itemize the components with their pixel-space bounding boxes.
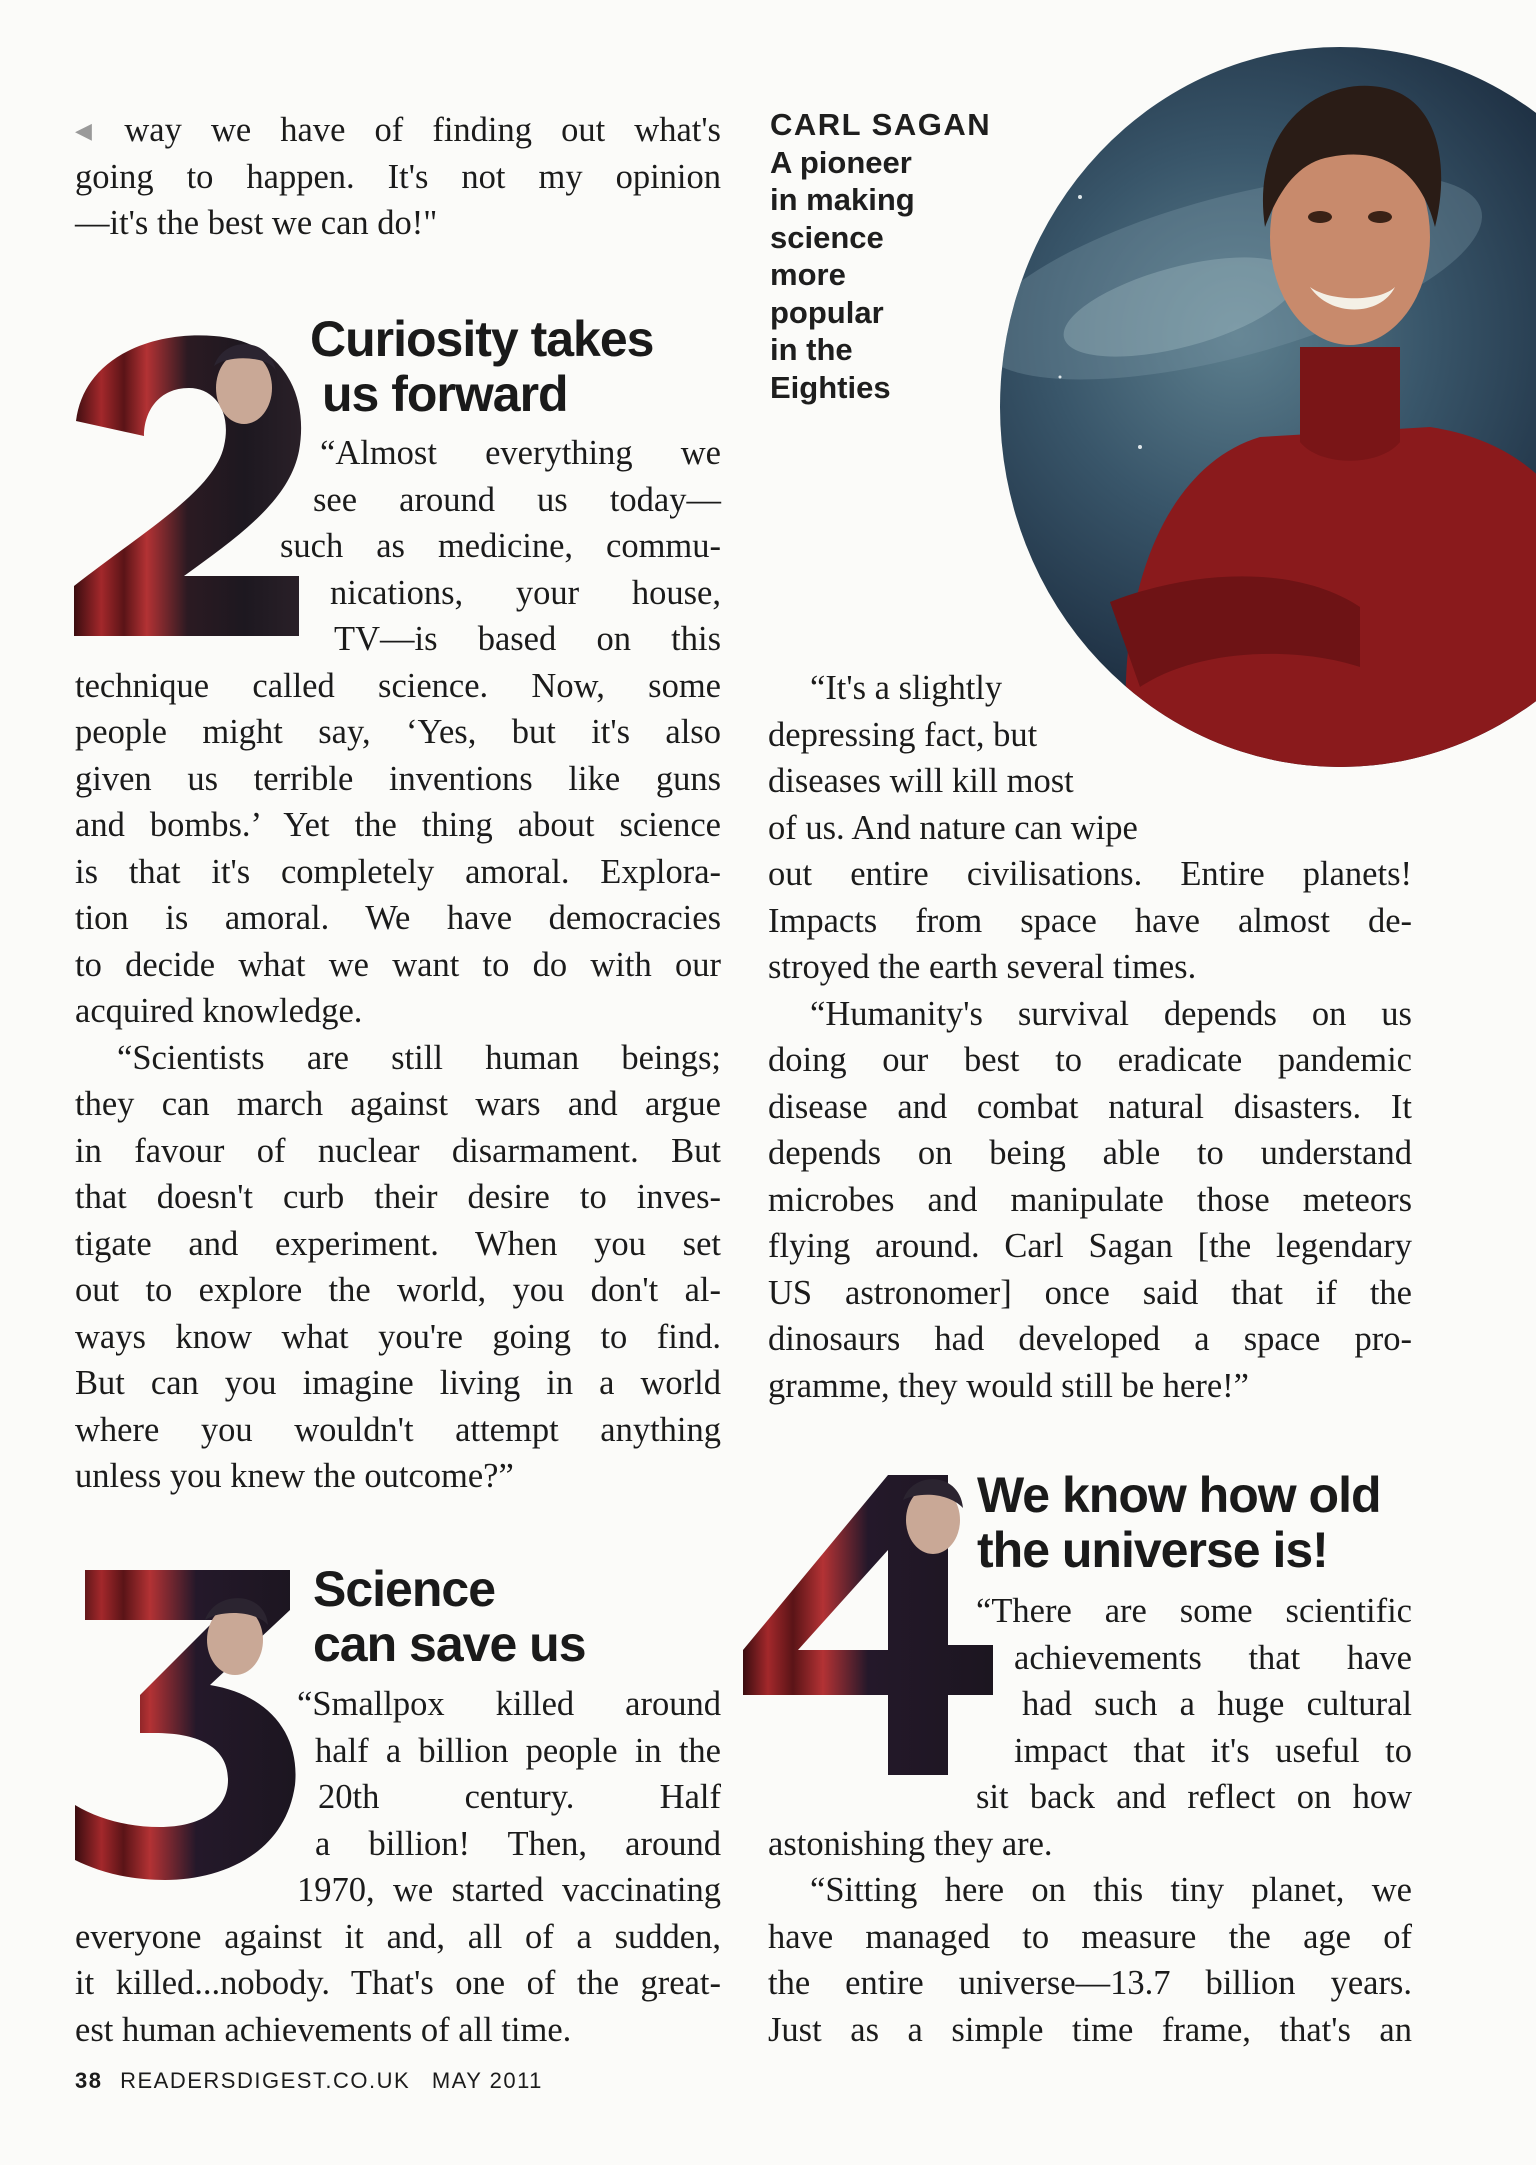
caption-line: A pioneer [770,144,912,180]
body-line: achievements that have [1014,1638,1412,1677]
caption-line: science [770,219,884,255]
body-line: ◀ way we have of finding out what's [75,111,721,149]
body-line: tigate and experiment. When you set [75,1224,721,1263]
continued-arrow-icon: ◀ [75,118,113,143]
body-line: But can you imagine living in a world [75,1364,721,1402]
caption-line: more [770,257,846,292]
body-line: given us terrible inventions like guns [75,759,721,798]
carl-sagan-photo [1000,47,1536,767]
body-line: diseases will kill most [768,762,1074,800]
body-line: people might say, ‘Yes, but it's also [75,713,721,751]
body-line: astonishing they are. [768,1824,1053,1863]
body-line: tion is amoral. We have democracies [75,899,721,937]
body-line: out to explore the world, you don't al- [75,1271,721,1309]
body-line: see around us today— [313,480,721,519]
right-column-body [768,665,1412,1409]
body-line: it killed...nobody. That's one of the great- [75,1964,721,2002]
page-footer [75,2068,543,2094]
body-line: “There are some scientific [976,1592,1412,1630]
body-line: had such a huge cultural [1022,1685,1412,1723]
body-line: of us. And nature can wipe [768,808,1138,847]
body-line: stroyed the earth several times. [768,948,1197,986]
body-line: —it's the best we can do!" [75,204,438,242]
body-line: going to happen. It's not my opinion [75,157,721,196]
body-line: and bombs.’ Yet the thing about science [75,806,721,844]
body-line: US astronomer] once said that if the [768,1273,1412,1312]
footer-issue: MAY 2011 [431,2068,543,2093]
section-2-heading: Curiosity takes us forward [310,311,654,422]
caption-line: in the [770,332,853,367]
footer-site: READERSDIGEST.CO.UK [120,2068,411,2093]
body-line: “Humanity's survival depends on us [810,994,1412,1033]
body-line: Impacts from space have almost de- [768,901,1412,940]
body-line: depends on being able to understand [768,1134,1412,1172]
body-line: “Almost everything we [320,434,721,472]
body-line: where you wouldn't attempt anything [75,1410,721,1449]
section-4-heading: We know how old the universe is! [977,1467,1381,1578]
portrait-illustration [1000,47,1536,767]
body-line: gramme, they would still be here!” [768,1366,1249,1405]
caption-line: in making [770,182,915,217]
section-2-body [75,430,721,1500]
caption-line: popular [770,294,884,330]
body-line: that doesn't curb their desire to inves- [75,1178,721,1216]
photo-caption [770,106,991,406]
section-3-body [75,1681,721,2053]
body-line: 20th century. Half [318,1778,721,1816]
body-line: technique called science. Now, some [75,666,721,705]
body-line: impact that it's useful to [1014,1731,1412,1770]
body-line: ways know what you're going to find. [75,1317,721,1356]
body-line: to decide what we want to do with our [75,945,721,984]
body-line: everyone against it and, all of a sudden, [75,1917,721,1956]
body-line: dinosaurs had developed a space pro- [768,1320,1412,1358]
body-line: 1970, we started vaccinating [297,1871,721,1909]
body-line: a billion! Then, around [315,1824,721,1863]
body-line: such as medicine, commu- [280,527,721,565]
body-line: in favour of nuclear disarmament. But [75,1131,721,1170]
body-line: doing our best to eradicate pandemic [768,1041,1412,1079]
body-line: have managed to measure the age of [768,1917,1412,1956]
body-line: they can march against wars and argue [75,1085,721,1123]
body-line: TV—is based on this [334,620,721,658]
page-number: 38 [75,2068,103,2093]
body-line: disease and combat natural disasters. It [768,1087,1412,1126]
body-line: microbes and manipulate those meteors [768,1180,1412,1219]
body-line: est human achievements of all time. [75,2010,572,2049]
body-line: Just as a simple time frame, that's an [768,2010,1412,2049]
body-line: nications, your house, [330,573,721,612]
body-line: half a billion people in the [315,1731,721,1770]
body-line: out entire civilisations. Entire planets! [768,855,1412,893]
body-line: “Scientists are still human beings; [117,1038,721,1077]
section-3-heading: Science can save us [313,1561,586,1672]
body-line: is that it's completely amoral. Explora- [75,852,721,891]
body-line: acquired knowledge. [75,992,363,1030]
body-line: depressing fact, but [768,715,1038,754]
body-line: flying around. Carl Sagan [the legendary [768,1227,1412,1265]
body-line: unless you knew the outcome?” [75,1457,514,1495]
body-line: “It's a slightly [810,669,1003,707]
caption-name: CARL SAGAN [770,107,992,142]
left-column [75,107,721,247]
caption-line: Eighties [770,369,891,405]
body-line: the entire universe—13.7 billion years. [768,1964,1412,2002]
section-4-body [768,1588,1412,2053]
body-line: sit back and reflect on how [976,1778,1412,1816]
body-line: “Sitting here on this tiny planet, we [810,1871,1412,1909]
body-line: “Smallpox killed around [297,1685,721,1723]
